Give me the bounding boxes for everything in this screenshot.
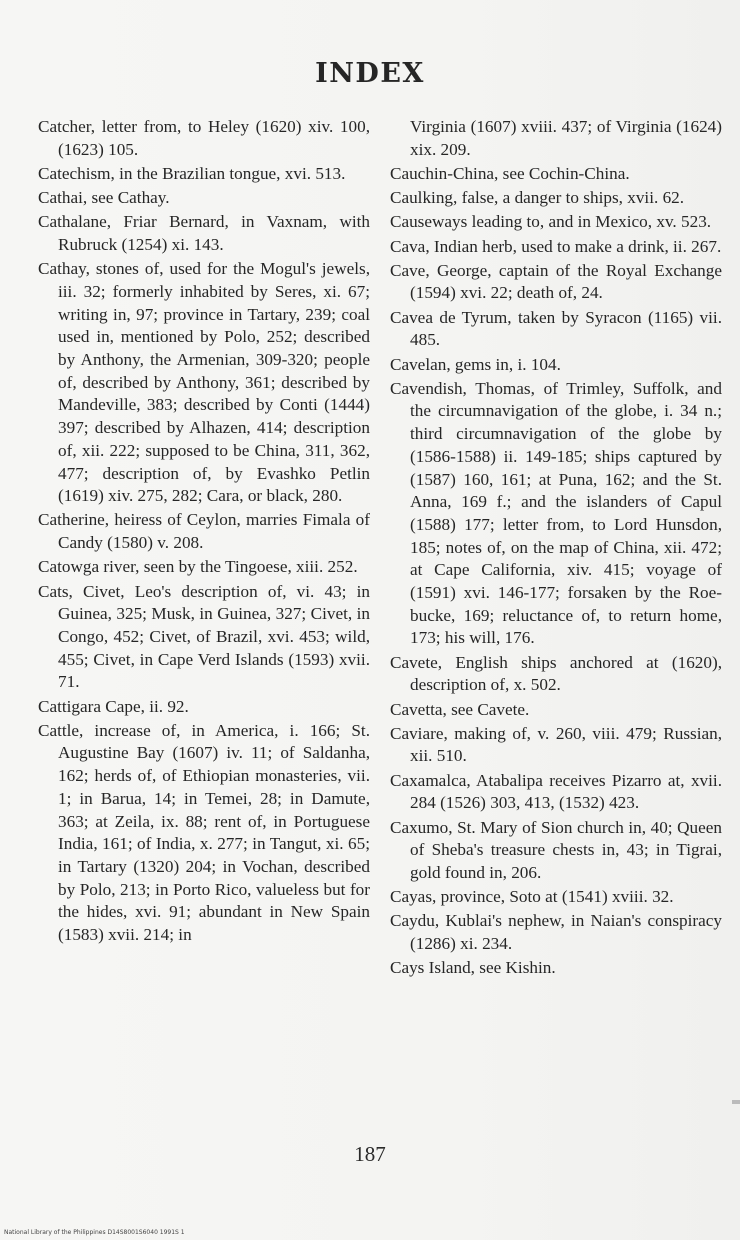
index-entry: Caydu, Kublai's nephew, in Naian's conspiracy (1286) xi. 234. [390,911,722,954]
index-entry: Cavete, English ships anchored at (1620), description of, x. 502. [390,652,722,695]
index-entry: Cays Island, see Kishin. [390,958,556,978]
index-entry: Cats, Civet, Leo's description of, vi. 43; in Guinea, 325; Musk, in Guinea, 327; Civet, in Congo, 452; Civet, of Brazil, xvi. 453; wild, 455; Civet, in Cape Verd Islands (1593) xvii. 71. [38,581,370,692]
right-column [390,116,722,982]
index-entry: Catechism, in the Brazilian tongue, xvi. 513. [38,163,346,183]
index-entry: Cavelan, gems in, i. 104. [390,354,561,374]
index-entry: Cathalane, Friar Bernard, in Vaxnam, with Rubruck (1254) xi. 143. [38,212,370,255]
index-entry: Cava, Indian herb, used to make a drink, ii. 267. [390,236,722,256]
index-entry: Cattigara Cape, ii. 92. [38,696,189,716]
index-entry: Cavetta, see Cavete. [390,699,530,719]
index-entry: Caulking, false, a danger to ships, xvii. 62. [390,188,685,208]
index-entry: Catherine, heiress of Ceylon, marries Fimala of Candy (1580) v. 208. [38,510,370,553]
index-entry: Causeways leading to, and in Mexico, xv. 523. [390,212,712,232]
index-entry: Caxamalca, Atabalipa receives Pizarro at, xvii. 284 (1526) 303, 413, (1532) 423. [390,770,722,813]
index-entry: Caviare, making of, v. 260, viii. 479; Russian, xii. 510. [390,723,722,766]
index-entry: Cathay, stones of, used for the Mogul's jewels, iii. 32; formerly inhabited by Seres, xi. 67; writing in, 97; province in Tartary, 239; coal used in, mentioned by Polo, 252; described by Anthony, the Armenian, 309-320; people of, described by Anthony, 361; described by Mandeville, 383; described by Conti (1444) 397; described by Alhazen, 414; description of, xii. 222; supposed to be China, 311, 362, 477; description of, by Evashko Petlin (1619) xiv. 275, 282; Cara, or black, 280. [38,259,370,506]
index-entry: Cayas, province, Soto at (1541) xviii. 32. [390,887,674,907]
index-entry: Cauchin-China, see Cochin-China. [390,163,630,183]
index-entry: Caxumo, St. Mary of Sion church in, 40; Queen of Sheba's treasure chests in, 43; in Tigrai, gold found in, 206. [390,817,722,882]
edge-mark [732,1100,740,1104]
index-entry: Cavendish, Thomas, of Trimley, Suffolk, and the circumnavigation of the globe, i. 34 n.; third circumnavigation of the globe by (1586-1588) ii. 149-185; ships captured by (1587) 160, 161; at Puna, 162; and the St. Anna, 169 f.; and the islanders of Capul (1588) 177; letter from, to Lord Hunsdon, 185; notes of, on the map of China, xii. 472; at Cape California, xiv. 415; voyage of (1591) xvi. 146-177; forsaken by the Roe-bucke, 169; reluctance of, to return home, 173; his will, 176. [390,378,722,648]
index-entry: Cavea de Tyrum, taken by Syracon (1165) vii. 485. [390,307,722,350]
index-entry: Cattle, increase of, in America, i. 166; St. Augustine Bay (1607) iv. 11; of Saldanha, 162; herds of, of Ethiopian monasteries, vii. 1; in Barua, 14; in Temei, 28; in Damute, 363; at Zeila, ix. 88; rent of, in Portuguese India, 161; of India, x. 277; in Tangut, xi. 65; in Tartary (1320) 204; in Vochan, described by Polo, 213; in Porto Rico, valueless but for the hides, xvi. 91; abundant in New Spain (1583) xvii. 214; in [38,720,370,945]
index-entry: Cathai, see Cathay. [38,188,170,208]
index-entry: Catowga river, seen by the Tingoese, xiii. 252. [38,557,358,577]
index-entry-continuation: Virginia (1607) xviii. 437; of Virginia (1624) xix. 209. [410,117,722,159]
left-column [38,116,370,948]
index-entry: Cave, George, captain of the Royal Exchange (1594) xvi. 22; death of, 24. [390,260,722,303]
page-number: 187 [354,1142,386,1166]
page-title: INDEX [315,58,425,89]
index-entry: Catcher, letter from, to Heley (1620) xiv. 100, (1623) 105. [38,117,370,159]
scan-footer: National Library of the Philippines D14S8001S6040 1991S 1 [4,1229,185,1236]
